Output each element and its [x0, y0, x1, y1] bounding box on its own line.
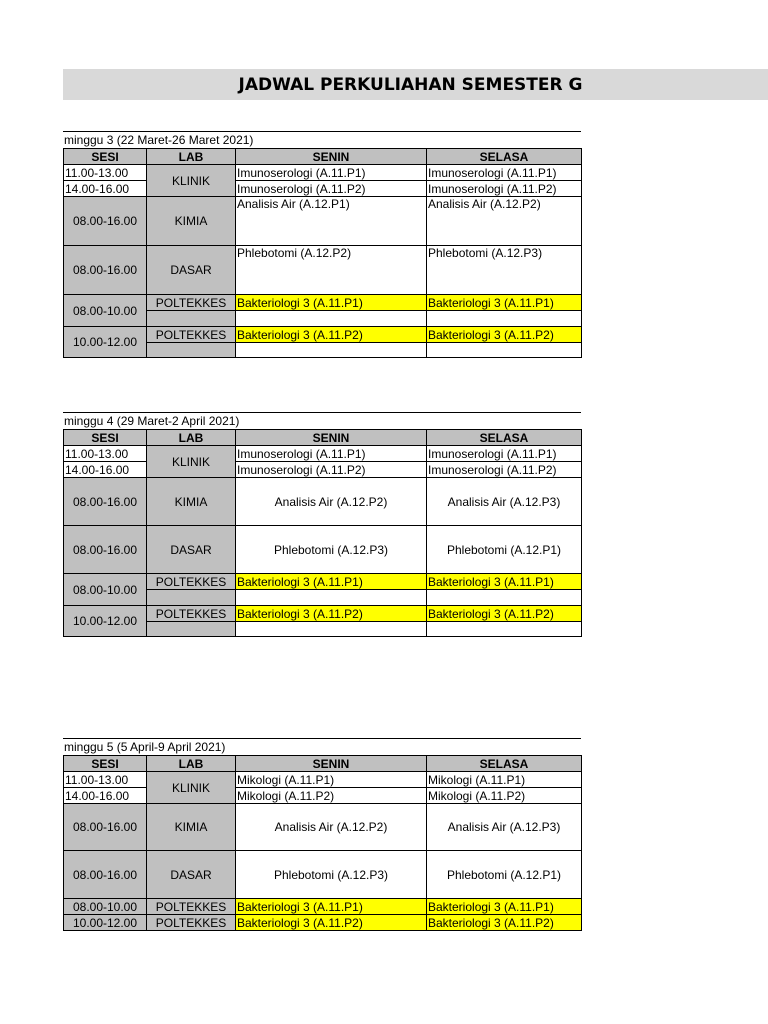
header-sesi: SESI [64, 756, 147, 772]
lab-cell: KIMIA [147, 197, 236, 246]
sesi-cell: 10.00-12.00 [64, 327, 147, 358]
table-row [64, 574, 582, 590]
selasa-cell: Bakteriologi 3 (A.11.P2) [427, 327, 582, 343]
selasa-cell: Imunoserologi (A.11.P2) [427, 462, 582, 478]
header-selasa: SELASA [427, 430, 582, 446]
selasa-cell: Mikologi (A.11.P2) [427, 788, 582, 804]
selasa-cell: Bakteriologi 3 (A.11.P2) [427, 915, 582, 931]
empty-cell [147, 622, 236, 637]
title-bar [63, 69, 768, 100]
schedule-table [63, 755, 582, 931]
header-selasa: SELASA [427, 149, 582, 165]
lab-cell: POLTEKKES [147, 899, 236, 915]
empty-cell [427, 311, 582, 327]
week-5-section [63, 738, 581, 931]
header-row [64, 430, 582, 446]
senin-cell: Bakteriologi 3 (A.11.P1) [236, 295, 427, 311]
header-row [64, 756, 582, 772]
senin-cell: Imunoserologi (A.11.P1) [236, 446, 427, 462]
empty-cell [236, 343, 427, 358]
table-row [64, 788, 582, 804]
table-row [64, 197, 582, 246]
sesi-cell: 08.00-10.00 [64, 574, 147, 606]
sesi-cell: 08.00-16.00 [64, 478, 147, 526]
table-row [64, 915, 582, 931]
senin-cell: Imunoserologi (A.11.P2) [236, 462, 427, 478]
table-row [64, 899, 582, 915]
lab-cell: POLTEKKES [147, 574, 236, 590]
sesi-cell: 08.00-16.00 [64, 197, 147, 246]
table-row [64, 165, 582, 181]
senin-cell: Bakteriologi 3 (A.11.P2) [236, 606, 427, 622]
empty-cell [236, 311, 427, 327]
table-row [64, 606, 582, 622]
header-lab: LAB [147, 756, 236, 772]
selasa-cell: Imunoserologi (A.11.P1) [427, 165, 582, 181]
table-row [64, 327, 582, 343]
senin-cell: Bakteriologi 3 (A.11.P2) [236, 327, 427, 343]
lab-cell: KLINIK [147, 446, 236, 478]
sesi-cell: 11.00-13.00 [64, 165, 147, 181]
senin-cell: Analisis Air (A.12.P1) [236, 197, 427, 246]
senin-cell: Phlebotomi (A.12.P3) [236, 526, 427, 574]
sesi-cell: 14.00-16.00 [64, 462, 147, 478]
senin-cell: Mikologi (A.11.P2) [236, 788, 427, 804]
table-row [64, 851, 582, 899]
table-row [64, 804, 582, 851]
sesi-cell: 10.00-12.00 [64, 606, 147, 637]
lab-cell: DASAR [147, 526, 236, 574]
sesi-cell: 14.00-16.00 [64, 181, 147, 197]
selasa-cell: Imunoserologi (A.11.P1) [427, 446, 582, 462]
header-lab: LAB [147, 430, 236, 446]
selasa-cell: Analisis Air (A.12.P2) [427, 197, 582, 246]
table-row [64, 181, 582, 197]
selasa-cell: Bakteriologi 3 (A.11.P1) [427, 295, 582, 311]
header-sesi: SESI [64, 149, 147, 165]
senin-cell: Bakteriologi 3 (A.11.P1) [236, 574, 427, 590]
senin-cell: Bakteriologi 3 (A.11.P2) [236, 915, 427, 931]
senin-cell: Bakteriologi 3 (A.11.P1) [236, 899, 427, 915]
week-caption: minggu 4 (29 Maret-2 April 2021) [63, 412, 581, 429]
senin-cell: Analisis Air (A.12.P2) [236, 804, 427, 851]
header-selasa: SELASA [427, 756, 582, 772]
sesi-cell: 14.00-16.00 [64, 788, 147, 804]
selasa-cell: Bakteriologi 3 (A.11.P1) [427, 574, 582, 590]
selasa-cell: Analisis Air (A.12.P3) [427, 478, 582, 526]
table-row [64, 462, 582, 478]
sesi-cell: 08.00-16.00 [64, 851, 147, 899]
table-row [64, 446, 582, 462]
empty-cell [427, 343, 582, 358]
senin-cell: Analisis Air (A.12.P2) [236, 478, 427, 526]
selasa-cell: Analisis Air (A.12.P3) [427, 804, 582, 851]
lab-cell: KIMIA [147, 478, 236, 526]
week-4-section [63, 412, 581, 637]
header-sesi: SESI [64, 430, 147, 446]
header-senin: SENIN [236, 430, 427, 446]
header-senin: SENIN [236, 149, 427, 165]
sesi-cell: 08.00-16.00 [64, 246, 147, 295]
sesi-cell: 08.00-16.00 [64, 526, 147, 574]
table-row [64, 526, 582, 574]
lab-cell: POLTEKKES [147, 295, 236, 311]
sesi-cell: 08.00-10.00 [64, 899, 147, 915]
senin-cell: Phlebotomi (A.12.P2) [236, 246, 427, 295]
senin-cell: Phlebotomi (A.12.P3) [236, 851, 427, 899]
sesi-cell: 11.00-13.00 [64, 772, 147, 788]
senin-cell: Imunoserologi (A.11.P1) [236, 165, 427, 181]
empty-cell [236, 590, 427, 606]
senin-cell: Mikologi (A.11.P1) [236, 772, 427, 788]
week-caption: minggu 3 (22 Maret-26 Maret 2021) [63, 131, 581, 148]
senin-cell: Imunoserologi (A.11.P2) [236, 181, 427, 197]
header-row [64, 149, 582, 165]
schedule-table [63, 429, 582, 637]
lab-cell: DASAR [147, 851, 236, 899]
lab-cell: POLTEKKES [147, 606, 236, 622]
table-row [64, 772, 582, 788]
week-3-section [63, 131, 581, 358]
lab-cell: DASAR [147, 246, 236, 295]
selasa-cell: Bakteriologi 3 (A.11.P1) [427, 899, 582, 915]
selasa-cell: Imunoserologi (A.11.P2) [427, 181, 582, 197]
empty-cell [147, 590, 236, 606]
lab-cell: KIMIA [147, 804, 236, 851]
table-row [64, 478, 582, 526]
header-lab: LAB [147, 149, 236, 165]
sesi-cell: 08.00-16.00 [64, 804, 147, 851]
selasa-cell: Mikologi (A.11.P1) [427, 772, 582, 788]
empty-cell [236, 622, 427, 637]
empty-cell [147, 311, 236, 327]
selasa-cell: Bakteriologi 3 (A.11.P2) [427, 606, 582, 622]
table-row [64, 246, 582, 295]
header-senin: SENIN [236, 756, 427, 772]
lab-cell: POLTEKKES [147, 327, 236, 343]
page-title: JADWAL PERKULIAHAN SEMESTER G [238, 74, 583, 95]
selasa-cell: Phlebotomi (A.12.P1) [427, 526, 582, 574]
sesi-cell: 08.00-10.00 [64, 295, 147, 327]
lab-cell: KLINIK [147, 165, 236, 197]
sesi-cell: 10.00-12.00 [64, 915, 147, 931]
lab-cell: POLTEKKES [147, 915, 236, 931]
schedule-table [63, 148, 582, 358]
week-caption: minggu 5 (5 April-9 April 2021) [63, 738, 581, 755]
table-row [64, 295, 582, 311]
empty-cell [427, 622, 582, 637]
sesi-cell: 11.00-13.00 [64, 446, 147, 462]
selasa-cell: Phlebotomi (A.12.P3) [427, 246, 582, 295]
empty-cell [427, 590, 582, 606]
empty-cell [147, 343, 236, 358]
selasa-cell: Phlebotomi (A.12.P1) [427, 851, 582, 899]
lab-cell: KLINIK [147, 772, 236, 804]
